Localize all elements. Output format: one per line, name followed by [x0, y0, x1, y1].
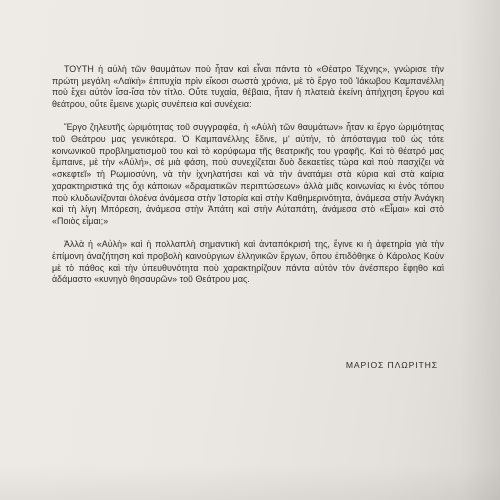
page-shadow-right: [460, 0, 500, 500]
page-shadow-bottom: [0, 464, 500, 500]
paragraph-1: ΤΟΥΤΗ ἡ αὐλὴ τῶν θαυμάτων ποὺ ἦταν καὶ εἶναι πάντα τὸ «Θέατρο Τέχνης», γνώρισε τὴν πρώτη μεγάλη «Λαϊκὴ» ἐπιτυχία πρὶν εἴκοσι σωστὰ χρόνια, μὲ τὸ ἔργο τοῦ Ἰάκωβου Καμπανέλλη ποὺ ἔχει αὐτὸν ἴσα-ἴσα τὸν τίτλο. Οὔτε τυχαία, θέβαια, ἦταν ἡ πλατειὰ ἐκείνη ἀπήχηση ἔργου καὶ θεάτρου, οὔτε ἔμεινε χωρὶς συνέπεια καὶ συνέχεια:: [52, 64, 444, 110]
author-signature: ΜΑΡΙΟΣ ΠΛΩΡΙΤΗΣ: [345, 360, 438, 370]
paragraph-3: Ἀλλὰ ἡ «Αὐλὴ» καὶ ἡ πολλαπλὴ σημαντικὴ καὶ ἀνταπόκρισή της, ἔγινε κι ἡ ἀφετηρία γιὰ τὴν ἐπίμονη ἀναζήτηση καὶ προβολὴ καινούργιων ἑλληνικῶν ἔργων, ὅπου ἐπιδόθηκε ὁ Κάρολος Κοὺν μὲ τὸ πάθος καὶ τὴν ὑπευθυνότητα ποὺ χαρακτηρίζουν πάντα αὐτὸν τὸν ἀνέσπερο ἔφηθο καὶ ἀδάμαστο «κυνηγὸ θησαυρῶν» τοῦ Θεάτρου μας.: [52, 239, 444, 285]
paragraph-2: Ἔργο ζηλευτῆς ὡριμότητας τοῦ συγγραφέα, ἡ «Αὐλὴ τῶν θαυμάτων» ἦταν κι ἔργο ὡριμότητας τοῦ Θεάτρου μας γενικότερα. Ὁ Καμπανέλλης ἔδινε, μ' αὐτήν, τὸ ἀπόσταγμα τοῦ ὡς τότε κοινωνικοῦ προβληματισμοῦ του καὶ τὸ κορύφωμα τῆς θεατρικῆς του γραφῆς. Καὶ τὸ θέατρό μας ἔμπαινε, μὲ τὴν «Αὐλή», σὲ μιὰ φάση, ποὺ συνεχίζεται δυὸ δεκαετίες τώρα καὶ ποὺ πασχίζει νὰ «σκεφτεῖ» τὴ Ρωμιοσύνη, νὰ τὴν ἰχνηλατήσει καὶ νὰ τὴν ἀνατάμει στὰ κύρια καὶ στὰ καίρια χαρακτηριστικά της ὄχι κάποιων «δραματικῶν περιπτώσεων» ἀλλὰ μιᾶς κοινωνίας κι ἑνὸς τόπου ποὺ κλυδωνίζονται ὁλοένα ἀνάμεσα στὴν Ἱστορία καὶ στὴν Καθημερινότητα, ἀνάμεσα στὴν Ἀνάγκη καὶ τὴ λίγη Μπόρεση, ἀνάμεσα στὴν Ἀπάτη καὶ στὴν Αὐταπάτη, ἀνάμεσα στὸ «Εἶμαι» καὶ στὸ «Ποιὸς εἶμαι;»: [52, 122, 444, 226]
preface-text: [52, 64, 444, 297]
